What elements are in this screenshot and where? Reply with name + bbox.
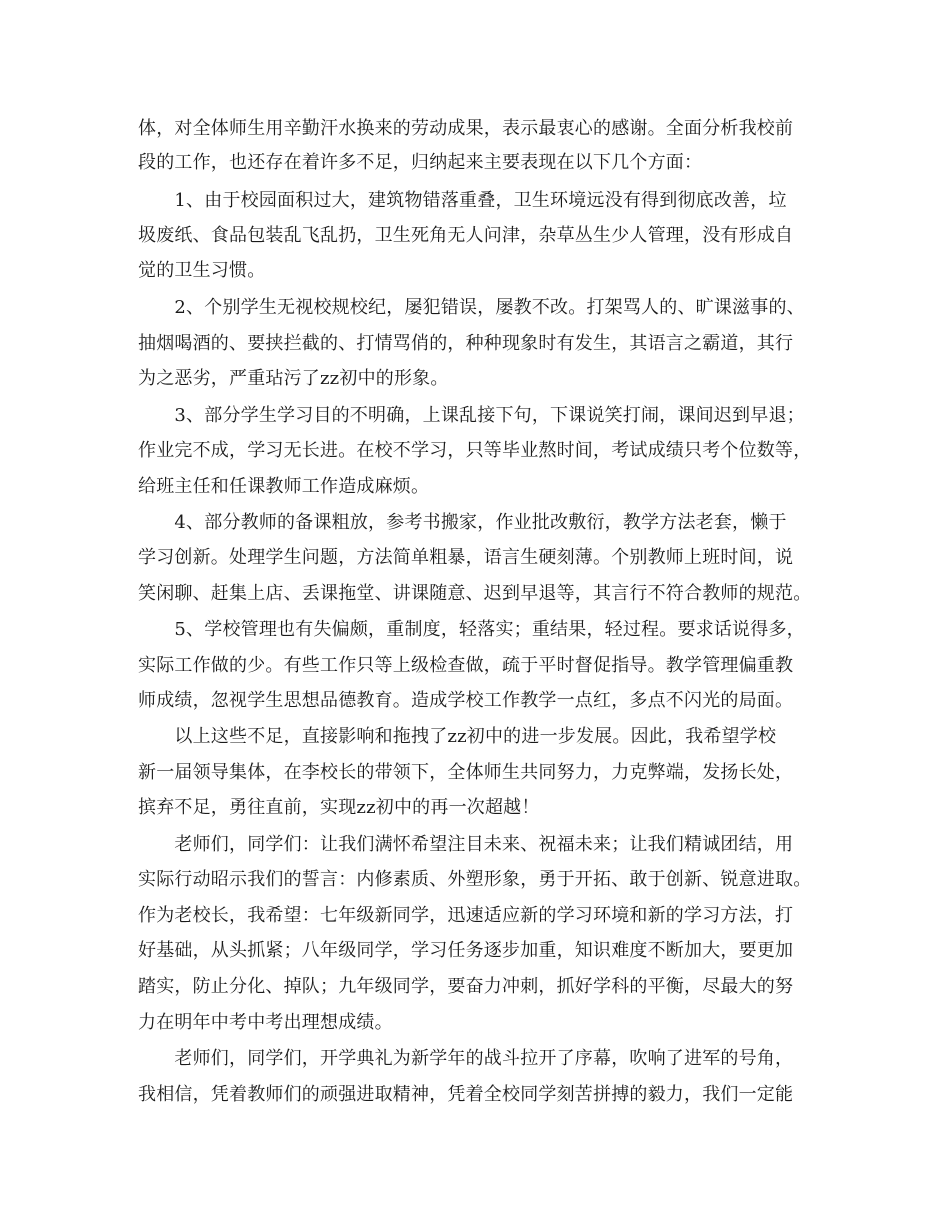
text-line: 实际行动昭示我们的誓言：内修素质、外塑形象，勇于开拓、敢于创新、锐意进取。 xyxy=(138,869,812,890)
text-line: 圾废纸、食品包装乱飞乱扔，卫生死角无人问津，杂草丛生少人管理，没有形成自 xyxy=(138,225,794,246)
text-line: 老师们，同学们：让我们满怀希望注目未来、祝福未来；让我们精诚团结，用 xyxy=(138,834,794,855)
text-line: 我相信，凭着教师们的顽强进取精神，凭着全校同学刻苦拼搏的毅力，我们一定能 xyxy=(138,1084,794,1105)
text-line: 师成绩，忽视学生思想品德教育。造成学校工作教学一点红，多点不闪光的局面。 xyxy=(138,690,794,711)
text-line: 抽烟喝酒的、要挟拦截的、打情骂俏的，种种现象时有发生，其语言之霸道，其行 xyxy=(138,333,794,354)
text-line: 段的工作，也还存在着许多不足，归纳起来主要表现在以下几个方面： xyxy=(138,152,703,173)
text-line: 1、由于校园面积过大，建筑物错落重叠，卫生环境远没有得到彻底改善，垃 xyxy=(138,190,787,211)
text-line: 给班主任和任课教师工作造成麻烦。 xyxy=(138,476,430,497)
text-line: 以上这些不足，直接影响和拖拽了zz初中的进一步发展。因此，我希望学校 xyxy=(138,726,777,747)
text-line: 为之恶劣，严重玷污了zz初中的形象。 xyxy=(138,368,449,389)
text-line: 2、个别学生无视校规校纪，屡犯错误，屡教不改。打架骂人的、旷课滋事的、 xyxy=(138,297,805,318)
text-line: 作业完不成，学习无长进。在校不学习，只等毕业熬时间，考试成绩只考个位数等， xyxy=(138,440,812,461)
text-line: 5、学校管理也有失偏颇，重制度，轻落实；重结果，轻过程。要求话说得多， xyxy=(138,619,805,640)
text-line: 4、部分教师的备课粗放，参考书搬家，作业批改敷衍，教学方法老套，懒于 xyxy=(138,512,787,533)
text-line: 踏实，防止分化、掉队；九年级同学，要奋力冲刺，抓好学科的平衡，尽最大的努 xyxy=(138,976,794,997)
text-line: 好基础，从头抓紧；八年级同学，学习任务逐步加重，知识难度不断加大，要更加 xyxy=(138,940,794,961)
text-line: 摈弃不足，勇往直前，实现zz初中的再一次超越！ xyxy=(138,797,540,818)
text-line: 学习创新。处理学生问题，方法简单粗暴，语言生硬刻薄。个别教师上班时间，说 xyxy=(138,547,794,568)
text-line: 体，对全体师生用辛勤汗水换来的劳动成果，表示最衷心的感谢。全面分析我校前 xyxy=(138,118,794,139)
text-line: 笑闲聊、赶集上店、丢课拖堂、讲课随意、迟到早退等，其言行不符合教师的规范。 xyxy=(138,583,812,604)
text-line: 新一届领导集体，在李校长的带领下，全体师生共同努力，力克弊端，发扬长处， xyxy=(138,762,794,783)
text-line: 觉的卫生习惯。 xyxy=(138,260,266,281)
text-line: 作为老校长，我希望：七年级新同学，迅速适应新的学习环境和新的学习方法，打 xyxy=(138,905,794,926)
text-line: 3、部分学生学习目的不明确，上课乱接下句，下课说笑打闹，课间迟到早退； xyxy=(138,405,805,426)
text-line: 力在明年中考中考出理想成绩。 xyxy=(138,1012,393,1033)
text-line: 实际工作做的少。有些工作只等上级检查做，疏于平时督促指导。教学管理偏重教 xyxy=(138,655,794,676)
text-line: 老师们，同学们，开学典礼为新学年的战斗拉开了序幕，吹响了进军的号角， xyxy=(138,1048,794,1069)
